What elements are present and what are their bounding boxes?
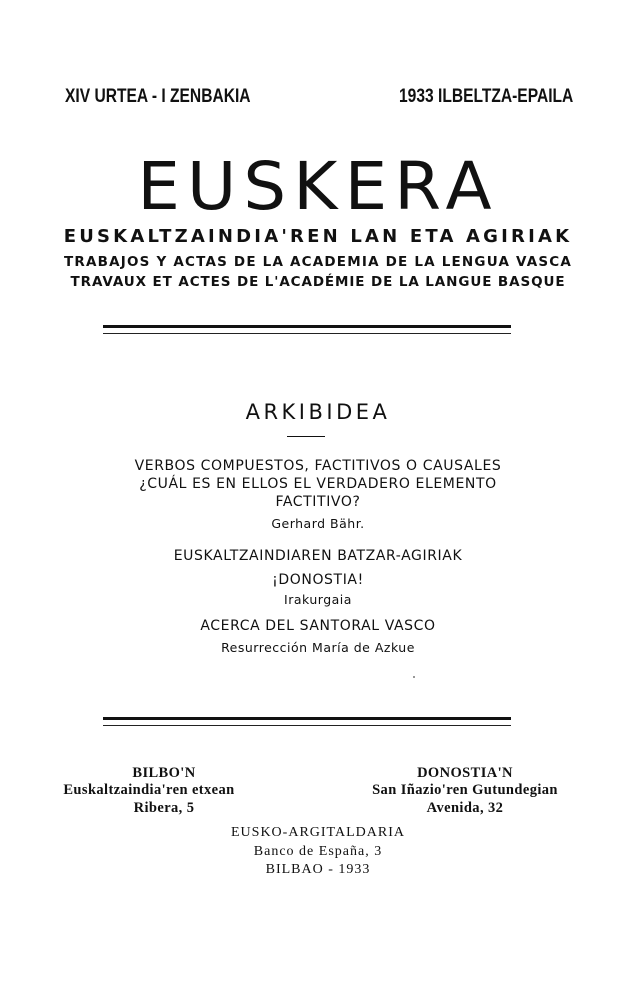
publisher-place-year: BILBAO - 1933 <box>265 862 371 877</box>
journal-title: EUSKERA <box>137 148 499 225</box>
subtitle-basque: EUSKALTZAINDIA'REN LAN ETA AGIRIAK <box>63 226 573 247</box>
toc-article-3-note: Irakurgaia <box>284 592 352 607</box>
toc-author-1: Gerhard Bähr. <box>271 516 365 531</box>
toc-article-1-line-3: FACTITIVO? <box>275 494 361 510</box>
bottom-double-rule-thin <box>103 725 511 726</box>
donostia-city: DONOSTIA'N <box>417 765 513 781</box>
toc-article-2: EUSKALTZAINDIAREN BATZAR-AGIRIAK <box>173 548 463 564</box>
bilbao-address-line-1: Euskaltzaindia'ren etxean <box>63 782 235 798</box>
donostia-address-line-2: Avenida, 32 <box>426 800 504 816</box>
contents-heading: ARKIBIDEA <box>245 400 391 424</box>
bottom-double-rule-thick <box>103 717 511 720</box>
publisher-address: Banco de España, 3 <box>253 844 383 859</box>
publisher-name: EUSKO-ARGITALDARIA <box>231 825 405 840</box>
donostia-address-line-1: San Iñazio'ren Gutundegian <box>372 782 558 798</box>
bilbao-city: BILBO'N <box>132 765 196 781</box>
toc-author-4: Resurrección María de Azkue <box>221 640 415 655</box>
print-speck <box>413 676 415 678</box>
issue-number: XIV URTEA - I ZENBAKIA <box>65 86 251 107</box>
toc-article-3: ¡DONOSTIA! <box>272 572 364 588</box>
toc-article-4: ACERCA DEL SANTORAL VASCO <box>200 618 436 634</box>
contents-divider <box>287 436 325 437</box>
top-double-rule-thick <box>103 325 511 328</box>
subtitle-french: TRAVAUX ET ACTES DE L'ACADÉMIE DE LA LANGUE BASQUE <box>70 274 566 290</box>
top-double-rule-thin <box>103 333 511 334</box>
subtitle-spanish: TRABAJOS Y ACTAS DE LA ACADEMIA DE LA LENGUA VASCA <box>63 254 573 270</box>
bilbao-address-line-2: Ribera, 5 <box>133 800 195 816</box>
toc-article-1-line-1: VERBOS COMPUESTOS, FACTITIVOS O CAUSALES <box>134 458 502 474</box>
toc-article-1-line-2: ¿CUÁL ES EN ELLOS EL VERDADERO ELEMENTO <box>139 476 497 492</box>
issue-date: 1933 ILBELTZA-EPAILA <box>399 86 574 107</box>
